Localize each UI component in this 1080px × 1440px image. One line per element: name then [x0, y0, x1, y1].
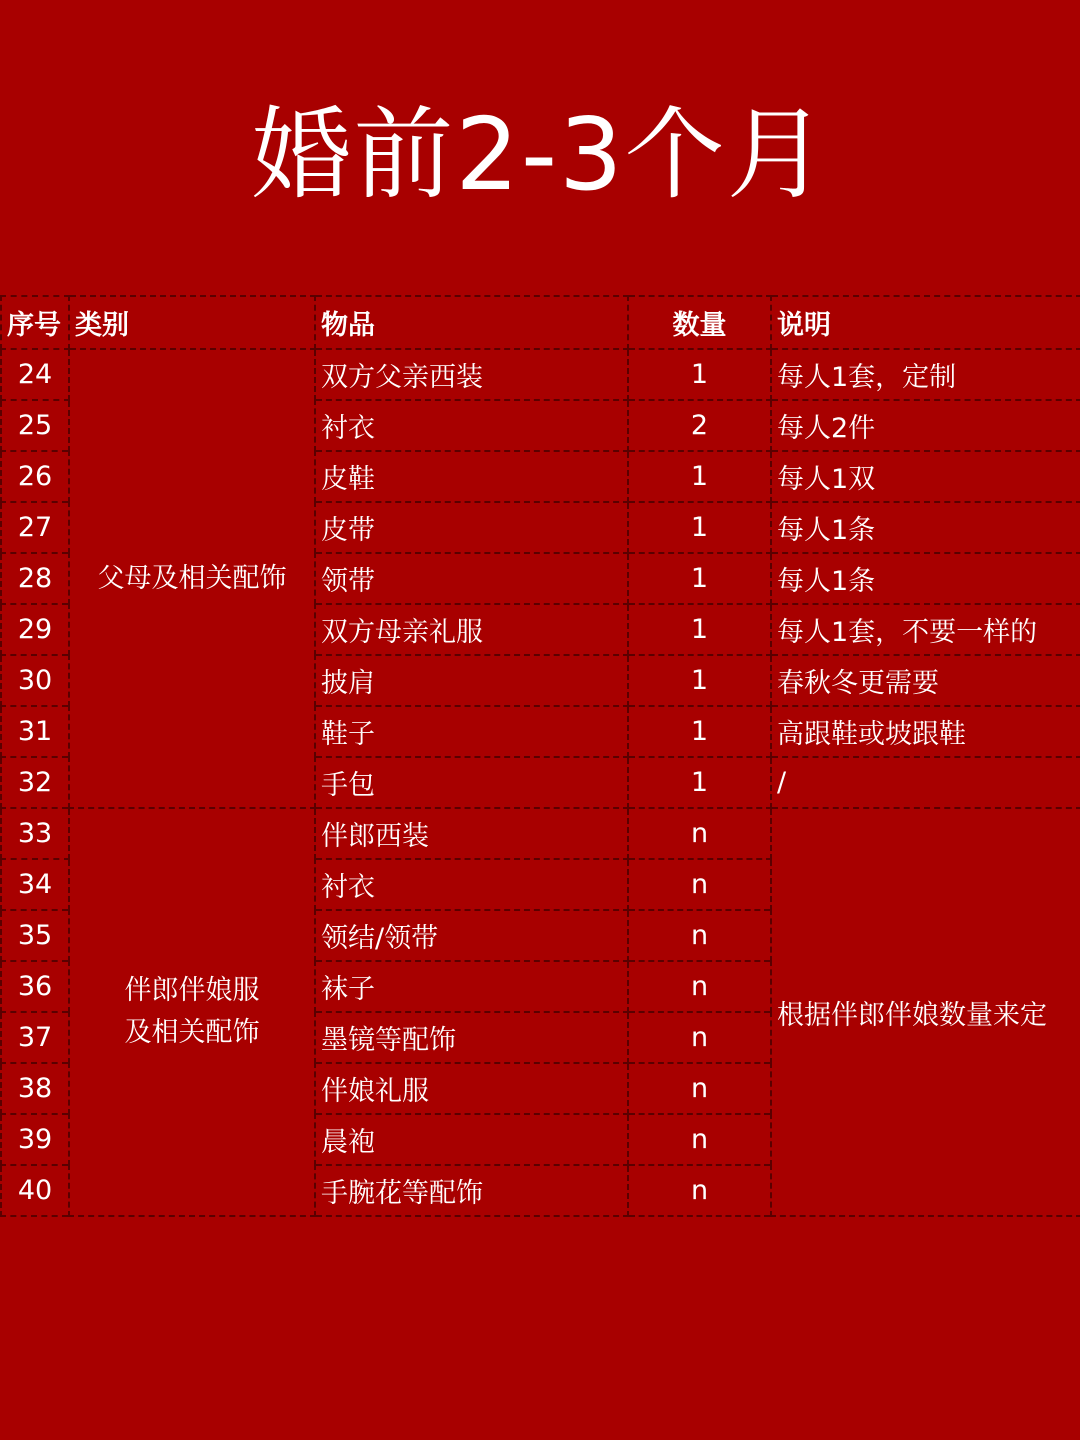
- item-note: /: [771, 757, 1080, 808]
- row-number: 39: [1, 1114, 69, 1165]
- row-number: 27: [1, 502, 69, 553]
- merged-note: 根据伴郎伴娘数量来定: [771, 808, 1080, 1216]
- row-number: 28: [1, 553, 69, 604]
- row-number: 33: [1, 808, 69, 859]
- item-name: 双方母亲礼服: [315, 604, 628, 655]
- item-name: 披肩: [315, 655, 628, 706]
- category-label: 伴郎伴娘服: [124, 975, 260, 1006]
- header-item: 物品: [315, 296, 628, 349]
- row-number: 29: [1, 604, 69, 655]
- item-note: 每人1套，定制: [771, 349, 1080, 400]
- item-name: 伴娘礼服: [315, 1063, 628, 1114]
- item-name: 领带: [315, 553, 628, 604]
- item-name: 皮带: [315, 502, 628, 553]
- row-number: 34: [1, 859, 69, 910]
- item-quantity: n: [628, 1165, 771, 1216]
- item-name: 伴郎西装: [315, 808, 628, 859]
- item-quantity: 1: [628, 451, 771, 502]
- item-name: 衬衣: [315, 400, 628, 451]
- row-number: 30: [1, 655, 69, 706]
- item-quantity: n: [628, 1012, 771, 1063]
- item-note: 每人1条: [771, 553, 1080, 604]
- item-quantity: n: [628, 961, 771, 1012]
- item-quantity: n: [628, 1063, 771, 1114]
- item-name: 领结/领带: [315, 910, 628, 961]
- item-quantity: 1: [628, 604, 771, 655]
- table-header-row: [1, 296, 1080, 349]
- item-quantity: n: [628, 1114, 771, 1165]
- item-quantity: n: [628, 859, 771, 910]
- row-number: 35: [1, 910, 69, 961]
- checklist-table: [0, 295, 1080, 1217]
- table-body: [1, 296, 1080, 1216]
- row-number: 40: [1, 1165, 69, 1216]
- category-label: 及相关配饰: [124, 1017, 260, 1048]
- row-number: 36: [1, 961, 69, 1012]
- header-num: 序号: [1, 296, 69, 349]
- item-note: 每人2件: [771, 400, 1080, 451]
- category-cell: [69, 808, 315, 1216]
- item-quantity: n: [628, 808, 771, 859]
- item-name: 袜子: [315, 961, 628, 1012]
- header-qty: 数量: [628, 296, 771, 349]
- item-note: 每人1双: [771, 451, 1080, 502]
- category-label: 父母及相关配饰: [97, 562, 287, 594]
- table-row: [1, 808, 1080, 859]
- header-note: 说明: [771, 296, 1080, 349]
- item-note: 春秋冬更需要: [771, 655, 1080, 706]
- row-number: 24: [1, 349, 69, 400]
- item-name: 手腕花等配饰: [315, 1165, 628, 1216]
- item-quantity: 2: [628, 400, 771, 451]
- page-title: 婚前2-3个月: [251, 96, 829, 213]
- checklist-table-container: [0, 295, 1080, 1217]
- item-quantity: n: [628, 910, 771, 961]
- item-name: 皮鞋: [315, 451, 628, 502]
- row-number: 32: [1, 757, 69, 808]
- item-quantity: 1: [628, 757, 771, 808]
- item-name: 鞋子: [315, 706, 628, 757]
- item-note: 高跟鞋或坡跟鞋: [771, 706, 1080, 757]
- row-number: 25: [1, 400, 69, 451]
- item-note: 每人1条: [771, 502, 1080, 553]
- category-cell: [69, 349, 315, 808]
- item-name: 墨镜等配饰: [315, 1012, 628, 1063]
- row-number: 26: [1, 451, 69, 502]
- row-number: 31: [1, 706, 69, 757]
- item-name: 手包: [315, 757, 628, 808]
- item-quantity: 1: [628, 502, 771, 553]
- item-quantity: 1: [628, 553, 771, 604]
- item-quantity: 1: [628, 706, 771, 757]
- item-quantity: 1: [628, 349, 771, 400]
- table-row: [1, 349, 1080, 400]
- row-number: 37: [1, 1012, 69, 1063]
- item-name: 双方父亲西装: [315, 349, 628, 400]
- item-note: 每人1套，不要一样的: [771, 604, 1080, 655]
- header-category: 类别: [69, 296, 315, 349]
- item-quantity: 1: [628, 655, 771, 706]
- row-number: 38: [1, 1063, 69, 1114]
- item-name: 衬衣: [315, 859, 628, 910]
- item-name: 晨袍: [315, 1114, 628, 1165]
